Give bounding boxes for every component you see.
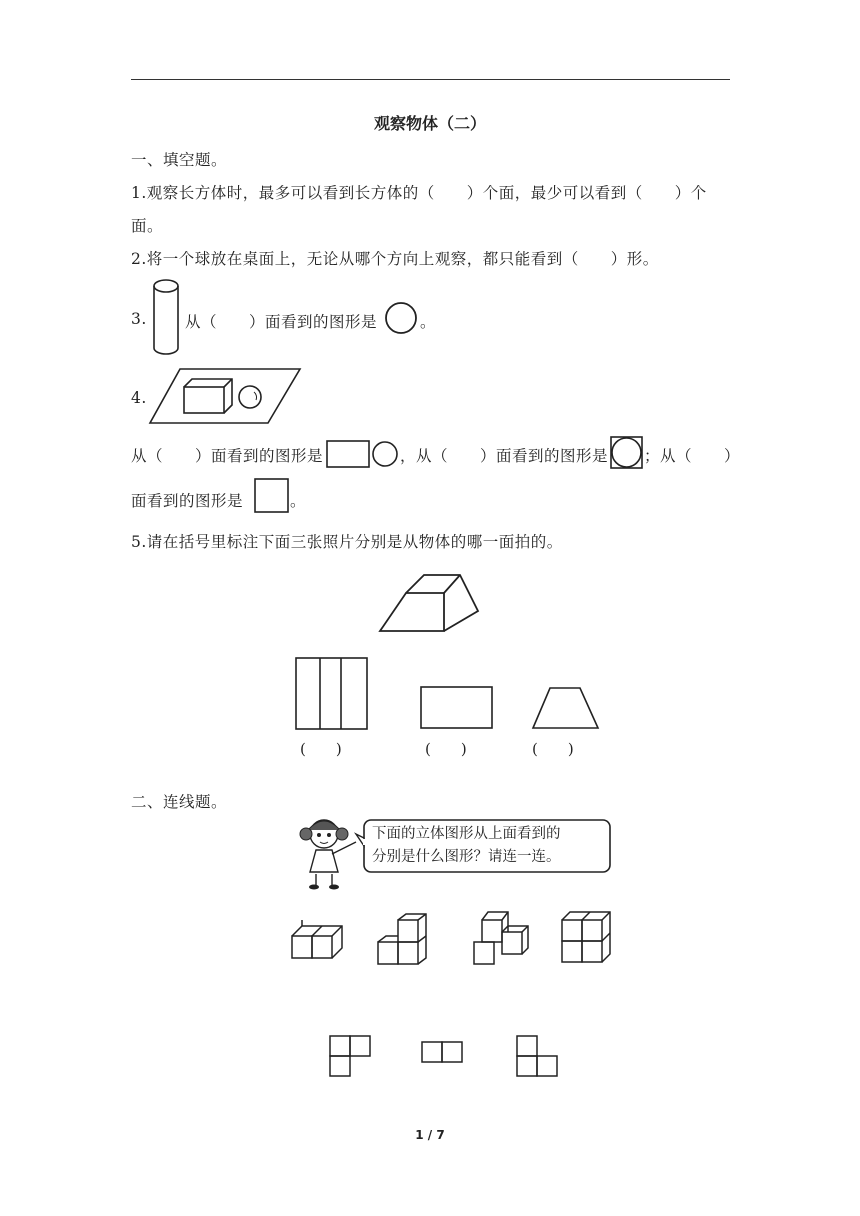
question-4-number: 4. [131, 389, 147, 407]
top-view-shape-l-form [328, 1034, 374, 1080]
section1-heading: 一、填空题。 [131, 151, 228, 169]
page-number: 1 / 7 [415, 1128, 445, 1142]
square-with-circle-answer [610, 436, 644, 470]
question-4-end: 。 [290, 492, 307, 510]
question-1-line2: 面。 [131, 217, 164, 235]
answer-paren-1[interactable]: ( ) [300, 740, 342, 758]
side-view-photo-trapezoid [532, 686, 600, 730]
question-3-text: 从（ ）面看到的图形是 [185, 313, 378, 331]
front-view-photo-striped-rectangle [295, 657, 369, 731]
answer-paren-2[interactable]: ( ) [425, 740, 467, 758]
cube-figure-1 [290, 918, 346, 962]
section2-heading: 二、连线题。 [131, 793, 228, 811]
top-view-shape-two-squares [420, 1040, 466, 1066]
question-1-line1: 1.观察长方体时，最多可以看到长方体的（ ）个面，最少可以看到（ ）个 [131, 184, 707, 202]
speech-bubble-line1: 下面的立体图形从上面看到的 [372, 826, 561, 842]
rectangle-and-circle-answer [326, 439, 402, 469]
question-4-part-b: ，从（ ）面看到的图形是 [400, 447, 609, 465]
question-5: 5.请在括号里标注下面三张照片分别是从物体的哪一面拍的。 [131, 533, 563, 551]
question-3-number: 3. [131, 310, 147, 328]
cube-figure-2 [376, 912, 432, 966]
trapezoid-prism-figure [378, 573, 480, 633]
header-rule [131, 79, 730, 80]
box-and-ball-on-table-figure [150, 367, 302, 427]
question-4-part-a: 从（ ）面看到的图形是 [131, 447, 324, 465]
cube-figure-3 [472, 906, 534, 966]
cylinder-figure [150, 278, 182, 358]
girl-cartoon-illustration [294, 812, 362, 890]
speech-bubble-line2: 分别是什么图形？请连一连。 [372, 849, 561, 865]
square-answer-shape [254, 478, 290, 514]
question-3-end: 。 [420, 313, 437, 331]
answer-paren-3[interactable]: ( ) [532, 740, 574, 758]
top-view-shape-step-form [515, 1034, 561, 1080]
cube-figure-4 [560, 910, 616, 966]
top-view-photo-rectangle [420, 686, 494, 730]
question-4-part-c: ；从（ ） [644, 447, 741, 465]
question-2: 2.将一个球放在桌面上，无论从哪个方向上观察，都只能看到（ ）形。 [131, 250, 659, 268]
page-title: 观察物体（二） [373, 114, 486, 133]
question-4-part-d: 面看到的图形是 [131, 492, 244, 510]
circle-answer-shape [384, 302, 420, 336]
